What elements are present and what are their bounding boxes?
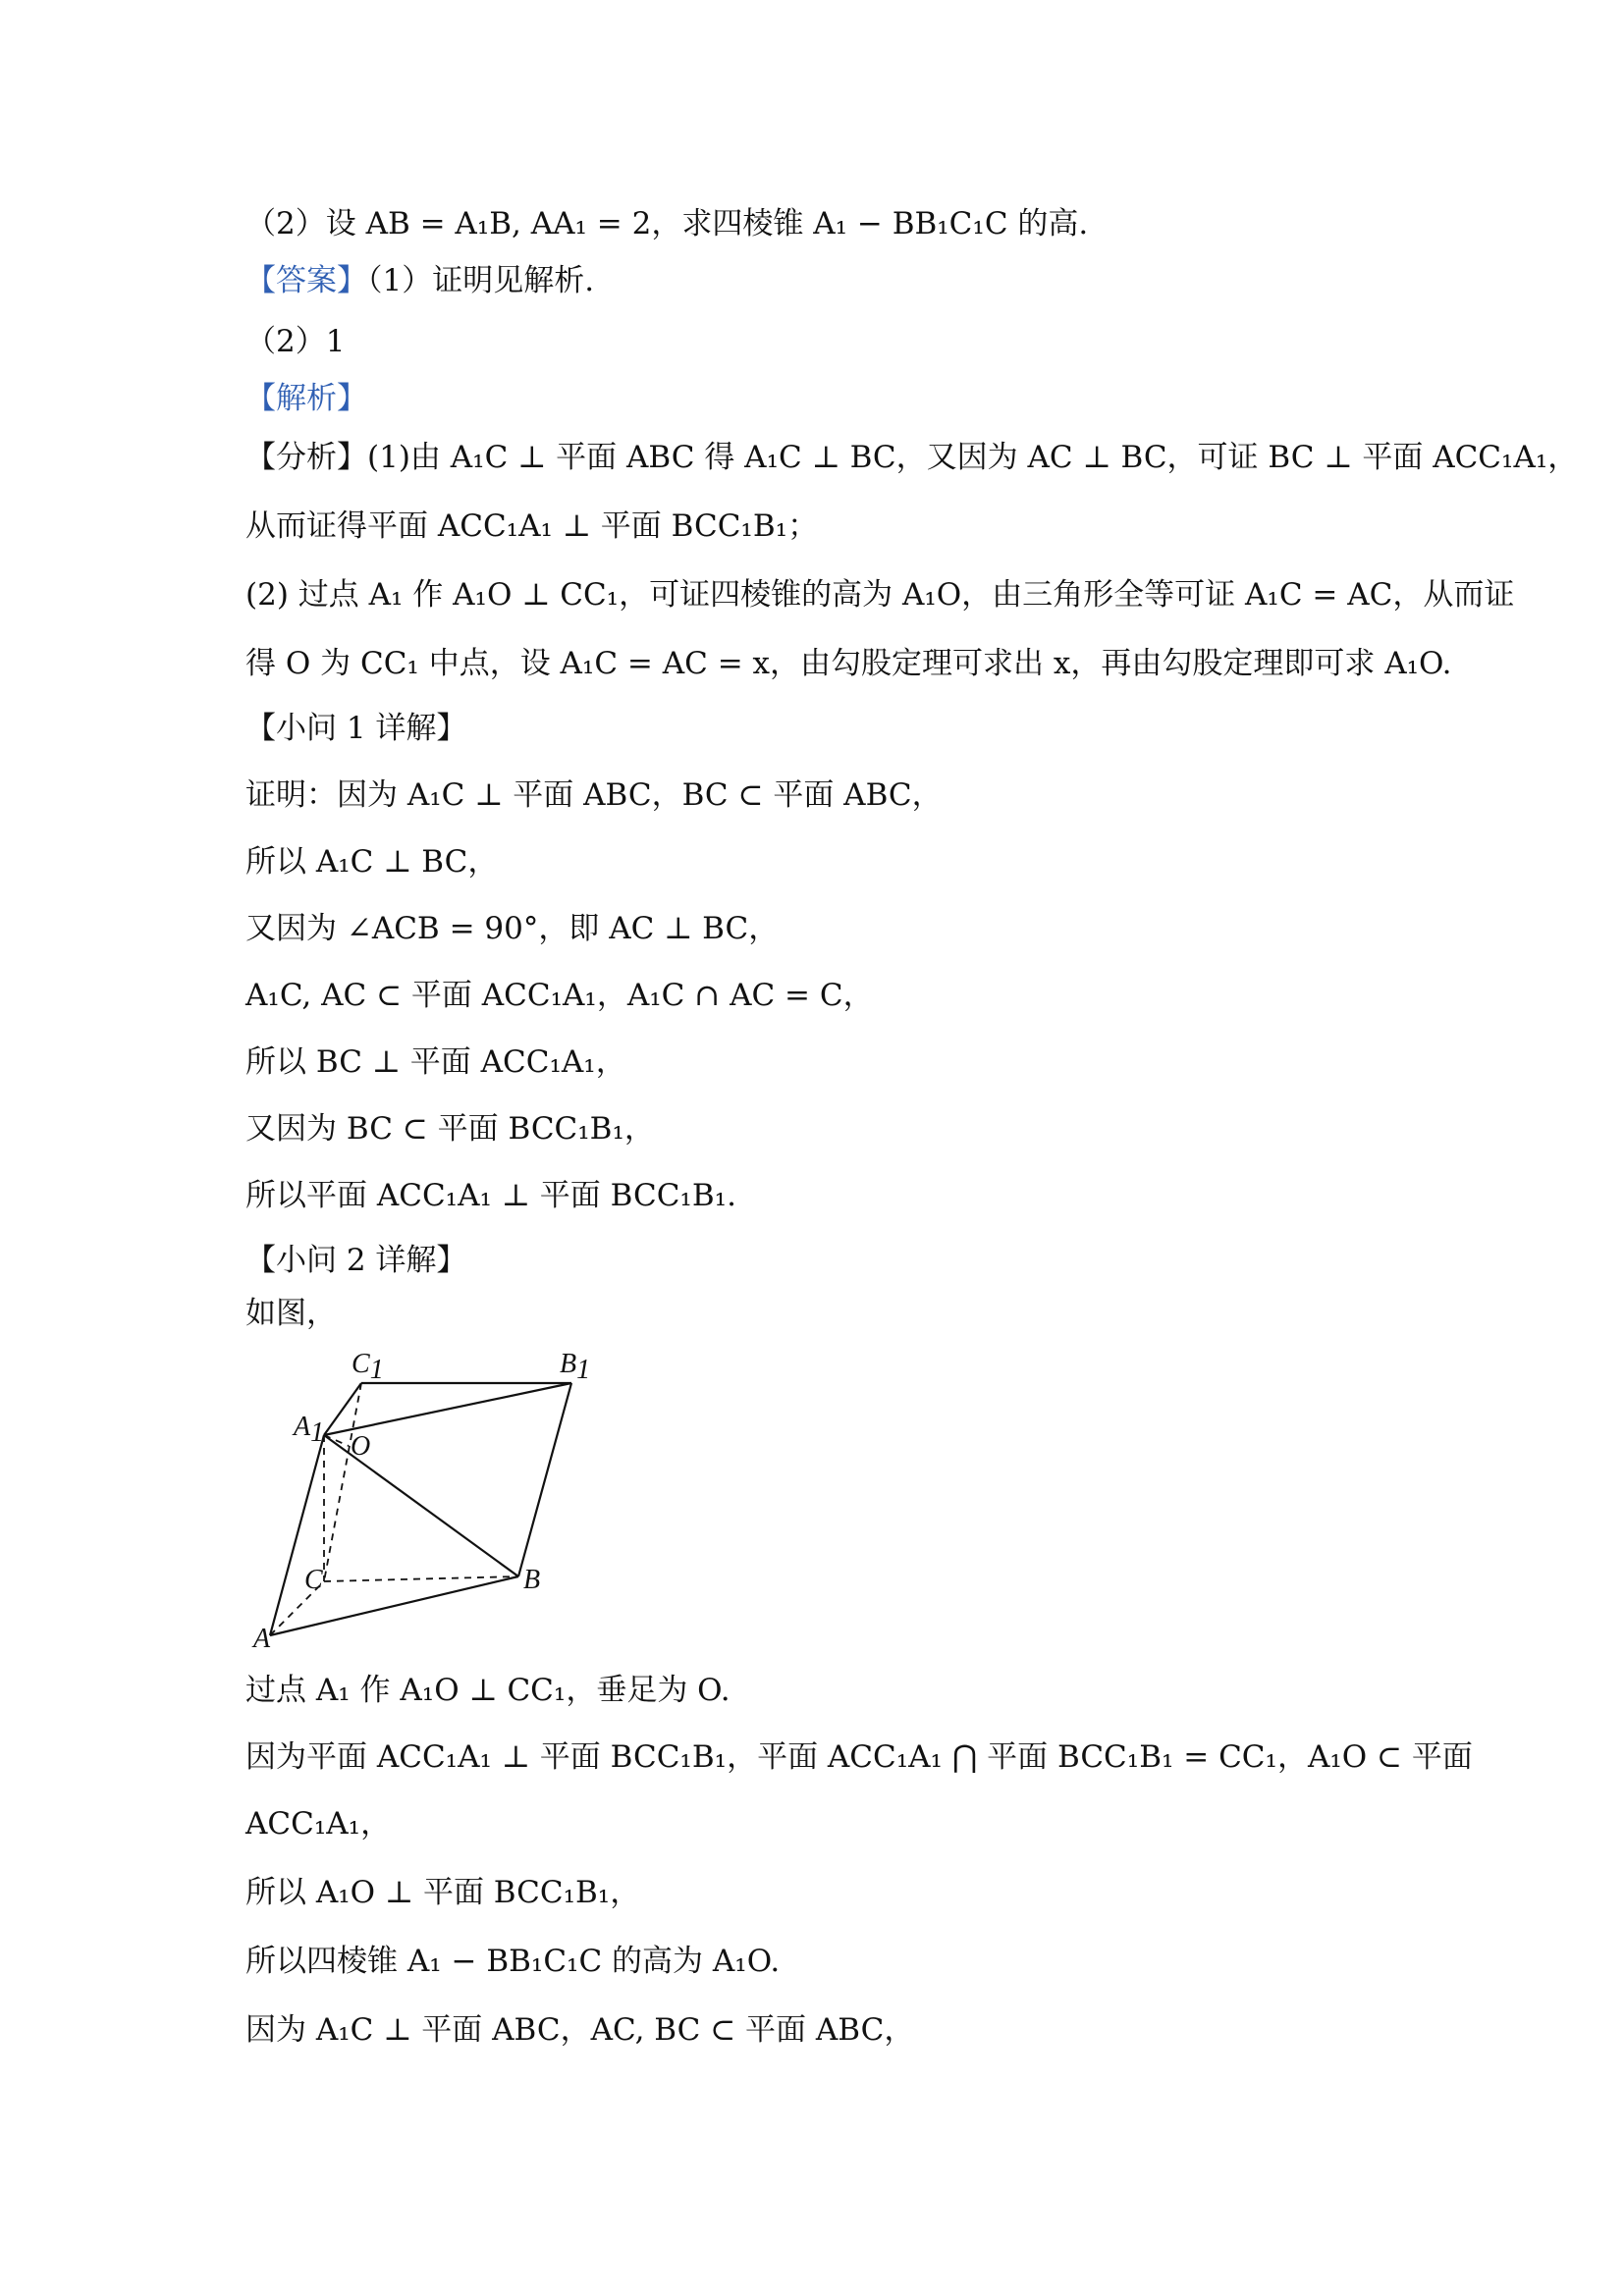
label-c: C — [304, 1565, 323, 1595]
solution-line-2: 因为平面 ACC₁A₁ ⊥ 平面 BCC₁B₁，平面 ACC₁A₁ ⋂ 平面 BCC₁B₁ = CC₁，A₁O ⊂ 平面 — [245, 1739, 1473, 1775]
label-c1: C1 — [352, 1349, 384, 1385]
analysis-line-4: 得 O 为 CC₁ 中点，设 A₁C = AC = x，由勾股定理可求出 x，再由勾股定理即可求 A₁O. — [245, 646, 1452, 681]
analysis-tag: 【解析】 — [245, 381, 367, 416]
edge-c1-c — [324, 1383, 361, 1581]
solution-line-1: 过点 A₁ 作 A₁O ⊥ CC₁，垂足为 O. — [245, 1673, 731, 1708]
label-b1: B1 — [560, 1349, 591, 1385]
prism-figure — [241, 1335, 614, 1659]
solution-line-4: 所以 A₁O ⊥ 平面 BCC₁B₁， — [245, 1875, 641, 1910]
edge-a1-b1 — [324, 1383, 571, 1435]
subquestion-1-heading: 【小问 1 详解】 — [245, 711, 467, 746]
edge-b1-b — [518, 1383, 571, 1576]
question-part-2: （2）设 AB = A₁B, AA₁ = 2，求四棱锥 A₁ − BB₁C₁C 的高. — [245, 206, 1089, 241]
figure-intro: 如图， — [245, 1296, 337, 1331]
proof-line-3: 又因为 ∠ACB = 90°，即 AC ⊥ BC， — [245, 911, 780, 946]
proof-line-7: 所以平面 ACC₁A₁ ⊥ 平面 BCC₁B₁. — [245, 1178, 736, 1213]
answer-line — [245, 261, 594, 300]
answer-part-2: （2）1 — [245, 324, 346, 359]
label-o: O — [351, 1431, 371, 1462]
analysis-line-2: 从而证得平面 ACC₁A₁ ⊥ 平面 BCC₁B₁； — [245, 508, 819, 544]
label-b: B — [523, 1565, 541, 1595]
analysis-line-3: (2) 过点 A₁ 作 A₁O ⊥ CC₁，可证四棱锥的高为 A₁O，由三角形全等可证 A₁C = AC，从而证 — [245, 577, 1515, 613]
edge-c-b — [324, 1576, 518, 1581]
subquestion-2-heading: 【小问 2 详解】 — [245, 1243, 467, 1278]
label-a: A — [253, 1624, 271, 1654]
answer-part-1: （1）证明见解析. — [367, 263, 595, 298]
proof-line-2: 所以 A₁C ⊥ BC， — [245, 844, 499, 880]
proof-line-6: 又因为 BC ⊂ 平面 BCC₁B₁， — [245, 1111, 655, 1147]
edge-a1-a — [270, 1435, 324, 1635]
answer-tag: 【答案】 — [245, 263, 367, 298]
proof-line-5: 所以 BC ⊥ 平面 ACC₁A₁， — [245, 1044, 626, 1080]
proof-line-1: 证明：因为 A₁C ⊥ 平面 ABC，BC ⊂ 平面 ABC， — [245, 777, 943, 813]
solution-line-5: 所以四棱锥 A₁ − BB₁C₁C 的高为 A₁O. — [245, 1944, 781, 1979]
proof-line-4: A₁C, AC ⊂ 平面 ACC₁A₁，A₁C ∩ AC = C， — [245, 978, 874, 1013]
solution-line-3: ACC₁A₁， — [245, 1806, 392, 1842]
analysis-line-1: 【分析】(1)由 A₁C ⊥ 平面 ABC 得 A₁C ⊥ BC，又因为 AC ⊥ BC，可证 BC ⊥ 平面 ACC₁A₁， — [245, 440, 1579, 475]
label-a1: A1 — [294, 1412, 325, 1448]
solution-line-6: 因为 A₁C ⊥ 平面 ABC，AC, BC ⊂ 平面 ABC， — [245, 2012, 915, 2048]
